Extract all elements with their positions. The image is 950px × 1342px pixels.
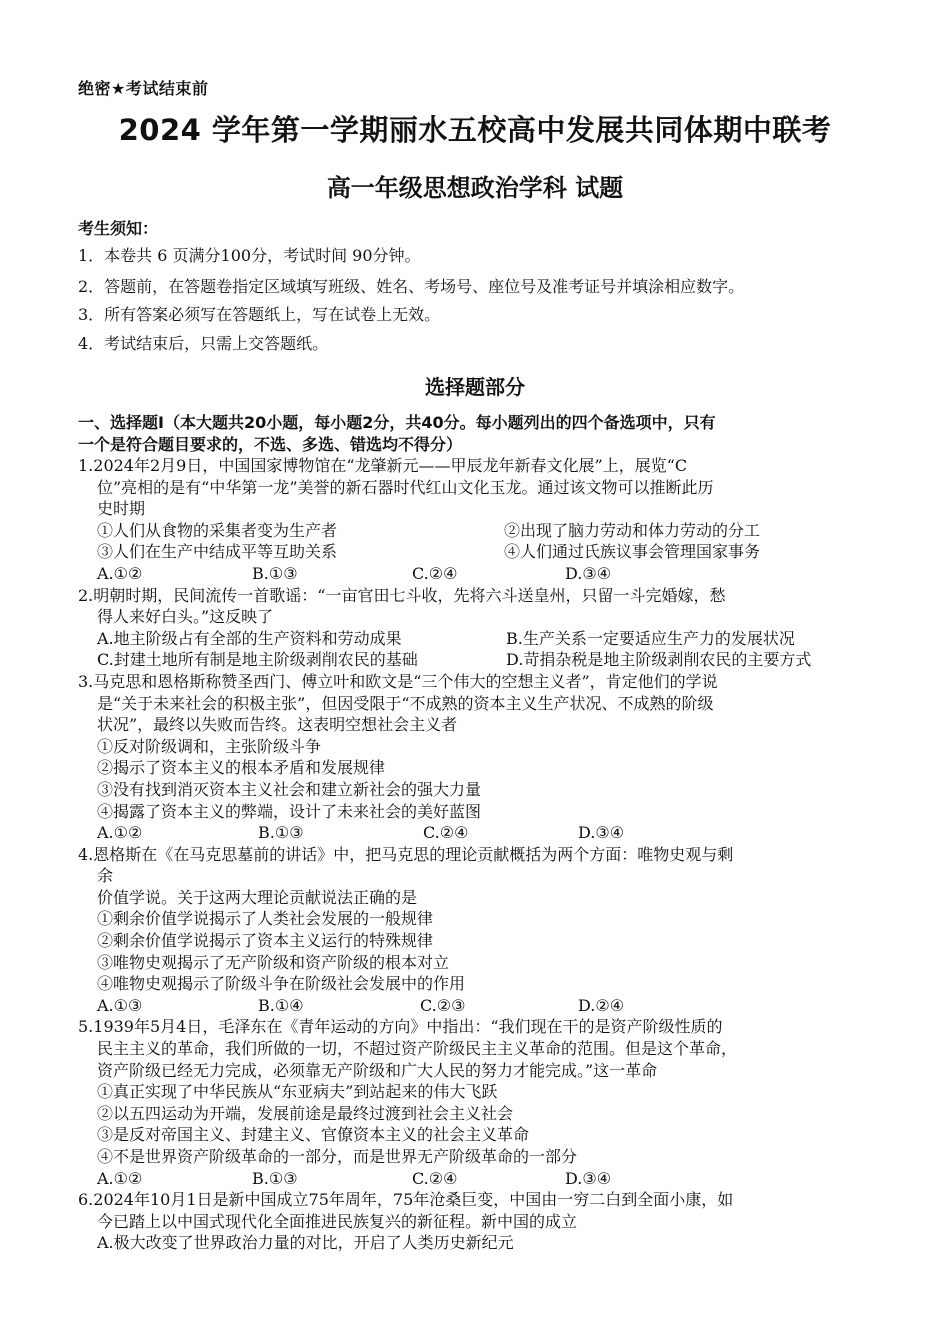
question-stem-line: 3.马克思和恩格斯称赞圣西门、傅立叶和欧文是“三个伟大的空想主义者”，肯定他们的学说 <box>78 671 718 691</box>
statement: ③唯物史观揭示了无产阶级和资产阶级的根本对立 <box>97 952 450 972</box>
statement: ③是反对帝国主义、封建主义、官僚资本主义的社会主义革命 <box>97 1125 530 1145</box>
question-stem-line: 史时期 <box>97 499 146 519</box>
statement: ②剩余价值学说揭示了资本主义运行的特殊规律 <box>97 931 434 951</box>
option-d: D.③④ <box>565 563 612 583</box>
statement-row <box>78 520 878 542</box>
option-c: C.封建土地所有制是地主阶级剥削农民的基础 <box>97 650 418 670</box>
notice-item: 4．考试结束后，只需上交答题纸。 <box>78 334 329 353</box>
question-2 <box>78 585 878 671</box>
question-6 <box>78 1189 878 1254</box>
statement: ③没有找到消灭资本主义社会和建立新社会的强大力量 <box>97 779 482 799</box>
question-stem-line: 2.明朝时期，民间流传一首歌谣：“一亩官田七斗收，先将六斗送皇州，只留一斗完婚嫁，愁 <box>78 585 726 605</box>
statement: ①人们从食物的采集者变为生产者 <box>97 520 338 540</box>
option-b: B.①③ <box>252 563 298 583</box>
option-c: C.②③ <box>420 995 466 1015</box>
option-d: D.③④ <box>565 1168 612 1188</box>
question-5 <box>78 1016 878 1189</box>
question-stem-line: 余 <box>97 866 114 886</box>
option-row <box>78 628 878 650</box>
question-stem-line: 民主主义的革命，我们所做的一切，不超过资产阶级民主主义革命的范围。但是这个革命， <box>97 1039 738 1059</box>
question-stem-line: 4.恩格斯在《在马克思墓前的讲话》中，把马克思的理论贡献概括为两个方面：唯物史观与剩 <box>78 844 734 864</box>
question-stem-line: 状况”，最终以失败而告终。这表明空想社会主义者 <box>97 715 458 735</box>
notice-heading: 考生须知： <box>78 219 159 238</box>
notice-item: 3．所有答案必须写在答题纸上，写在试卷上无效。 <box>78 305 441 324</box>
question-list <box>78 455 878 1254</box>
question-stem-line: 5.1939年5月4日，毛泽东在《青年运动的方向》中指出：“我们现在干的是资产阶级性质的 <box>78 1017 723 1037</box>
option-a: A.①③ <box>97 995 143 1015</box>
question-4 <box>78 844 878 1017</box>
section-title: 选择题部分 <box>425 375 525 399</box>
option-b: B.①④ <box>258 995 304 1015</box>
statement: ①真正实现了中华民族从“东亚病夫”到站起来的伟大飞跃 <box>97 1082 498 1102</box>
instruction-line: 一个是符合题目要求的，不选、多选、错选均不得分） <box>78 435 463 454</box>
question-stem-line: 1.2024年2月9日，中国国家博物馆在“龙肇新元——甲辰龙年新春文化展”上，展览“C <box>78 456 688 475</box>
option-row <box>78 563 878 585</box>
notice-item: 1．本卷共 6 页满分100分，考试时间 90分钟。 <box>78 246 421 265</box>
statement: ④揭露了资本主义的弊端，设计了未来社会的美好蓝图 <box>97 801 482 821</box>
question-stem-line: 今已踏上以中国式现代化全面推进民族复兴的新征程。新中国的成立 <box>97 1211 578 1231</box>
question-3 <box>78 671 878 844</box>
option-row <box>78 822 878 844</box>
option-a: A.①② <box>97 563 143 583</box>
option-row <box>78 995 878 1017</box>
statement: ②以五四运动为开端，发展前途是最终过渡到社会主义社会 <box>97 1103 514 1123</box>
option-row <box>78 649 878 671</box>
option-b: B.①③ <box>252 1168 298 1188</box>
section-instructions <box>78 412 878 456</box>
instruction-line: 一、选择题Ⅰ（本大题共20小题，每小题2分，共40分。每小题列出的四个备选项中，只有 <box>78 413 716 432</box>
question-stem-line: 6.2024年10月1日是新中国成立75年周年，75年沧桑巨变，中国由一穷二白到全面小康，如 <box>78 1190 734 1210</box>
option-b: B.①③ <box>258 823 304 843</box>
question-stem-line: 是“关于未来社会的积极主张”，但因受限于“不成熟的资本主义生产状况、不成熟的阶级 <box>97 693 714 713</box>
option-d: D.②④ <box>578 995 625 1015</box>
statement: ④不是世界资产阶级革命的一部分，而是世界无产阶级革命的一部分 <box>97 1147 578 1166</box>
statement-row <box>78 541 878 563</box>
option-d: D.苛捐杂税是地主阶级剥削农民的主要方式 <box>506 650 812 670</box>
option-a: A.极大改变了世界政治力量的对比，开启了人类历史新纪元 <box>97 1233 514 1253</box>
option-c: C.②④ <box>412 563 458 583</box>
option-a: A.①② <box>97 823 143 843</box>
question-1 <box>78 455 878 585</box>
statement: ③人们在生产中结成平等互助关系 <box>97 542 338 562</box>
exam-title: 2024 学年第一学期丽水五校高中发展共同体期中联考 <box>118 113 832 147</box>
statement: ①反对阶级调和，主张阶级斗争 <box>97 736 322 756</box>
option-c: C.②④ <box>412 1168 458 1188</box>
statement: ④唯物史观揭示了阶级斗争在阶级社会发展中的作用 <box>97 974 466 994</box>
question-stem-line: 位”亮相的是有“中华第一龙”美誉的新石器时代红山文化玉龙。通过该文物可以推断此历 <box>97 477 714 497</box>
statement: ②出现了脑力劳动和体力劳动的分工 <box>504 520 761 540</box>
statement: ②揭示了资本主义的根本矛盾和发展规律 <box>97 758 386 778</box>
confidential-label: 绝密★考试结束前 <box>78 79 209 98</box>
question-stem-line: 资产阶级已经无力完成，必须靠无产阶级和广大人民的努力才能完成。”这一革命 <box>97 1060 658 1080</box>
notice-item: 2．答题前，在答题卷指定区域填写班级、姓名、考场号、座位号及准考证号并填涂相应数字。 <box>78 277 745 296</box>
option-a: A.地主阶级占有全部的生产资料和劳动成果 <box>97 628 402 648</box>
question-stem-line: 得人来好白头。”这反映了 <box>97 607 274 627</box>
question-stem-line: 价值学说。关于这两大理论贡献说法正确的是 <box>97 887 418 907</box>
option-row <box>78 1168 878 1190</box>
option-d: D.③④ <box>578 823 625 843</box>
exam-subtitle: 高一年级思想政治学科 试题 <box>326 174 624 202</box>
statement: ①剩余价值学说揭示了人类社会发展的一般规律 <box>97 909 434 929</box>
option-c: C.②④ <box>423 823 469 843</box>
statement: ④人们通过氏族议事会管理国家事务 <box>504 542 761 562</box>
option-b: B.生产关系一定要适应生产力的发展状况 <box>506 628 795 648</box>
option-a: A.①② <box>97 1168 143 1188</box>
